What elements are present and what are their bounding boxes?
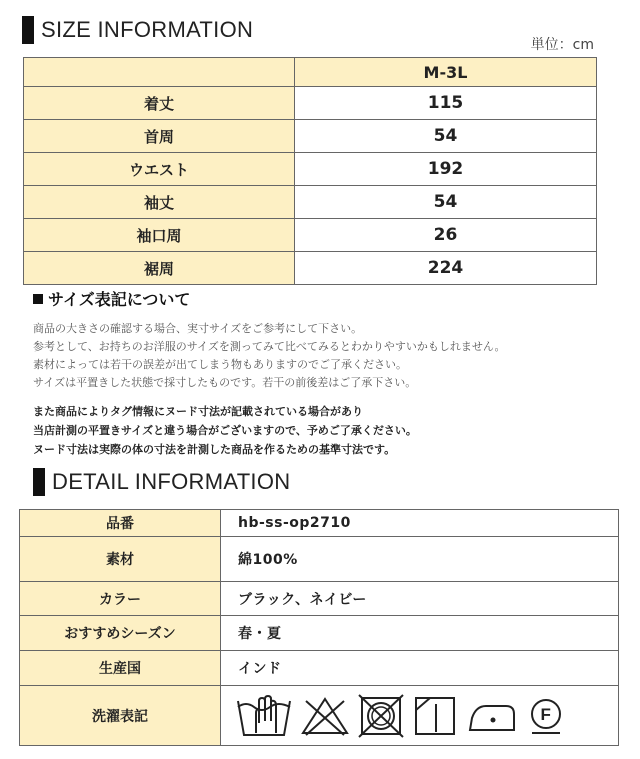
notes-paragraph: サイズは平置きした状態で採寸したものです。若干の前後差はご了承下さい。	[33, 376, 417, 389]
size-row-value: 224	[295, 252, 597, 285]
square-bullet-icon	[33, 294, 43, 304]
care-icons-row	[236, 693, 617, 739]
detail-row-label: 品番	[20, 510, 221, 537]
unit-note: 単位：cm	[530, 37, 594, 53]
table-row	[20, 616, 619, 651]
notes-bold-line: また商品によりタグ情報にヌード寸法が記載されている場合があり	[33, 405, 363, 418]
notes-paragraph: 素材によっては若干の誤差が出てしまう物もありますのでご了承ください。	[33, 358, 407, 371]
notes-heading-text: サイズ表記について	[48, 290, 191, 309]
table-row	[24, 153, 597, 186]
size-notes	[33, 287, 623, 459]
size-row-value: 54	[295, 120, 597, 153]
do-not-bleach-icon	[300, 695, 350, 737]
size-row-label: 袖口周	[24, 219, 295, 252]
detail-row-value: インド	[221, 651, 619, 686]
detail-row-value: hb-ss-op2710	[221, 510, 619, 537]
size-row-label: 着丈	[24, 87, 295, 120]
size-title-text: SIZE INFORMATION	[41, 17, 254, 42]
detail-title-text: DETAIL INFORMATION	[52, 469, 291, 494]
title-bar-marker	[33, 468, 45, 496]
notes-heading	[33, 287, 623, 310]
detail-row-label: 素材	[20, 537, 221, 582]
table-row	[20, 582, 619, 616]
table-row	[20, 510, 619, 537]
dry-clean-letter: F	[540, 704, 552, 724]
table-row	[24, 219, 597, 252]
line-dry-in-shade-icon	[412, 694, 458, 738]
size-section-title	[22, 16, 253, 44]
iron-low-icon	[466, 698, 518, 734]
size-row-label: 首周	[24, 120, 295, 153]
dry-clean-f-icon	[526, 696, 566, 736]
table-row	[20, 651, 619, 686]
size-row-value: 115	[295, 87, 597, 120]
table-row	[24, 186, 597, 219]
notes-bold-line: ヌード寸法は実際の体の寸法を計測した商品を作るための基準寸法です。	[33, 443, 396, 456]
hand-wash-icon	[236, 693, 292, 739]
size-row-label: ウエスト	[24, 153, 295, 186]
do-not-tumble-dry-icon	[358, 694, 404, 738]
size-row-label: 袖丈	[24, 186, 295, 219]
detail-row-label: 洗濯表記	[20, 686, 221, 746]
size-row-label: 裾周	[24, 252, 295, 285]
table-row	[20, 686, 619, 746]
detail-row-value: ブラック、ネイビー	[221, 582, 619, 616]
table-row	[24, 87, 597, 120]
detail-row-value: 春・夏	[221, 616, 619, 651]
size-row-value: 26	[295, 219, 597, 252]
detail-section-title	[33, 468, 290, 496]
notes-paragraph: 商品の大きさの確認する場合、実寸サイズをご参考にして下さい。	[33, 322, 363, 335]
detail-row-label: カラー	[20, 582, 221, 616]
notes-paragraph: 参考として、お持ちのお洋服のサイズを測ってみて比べてみるとわかりやすいかもしれません。	[33, 340, 506, 353]
table-row	[20, 537, 619, 582]
table-row	[24, 252, 597, 285]
detail-table	[19, 509, 619, 746]
size-table-header-row	[24, 58, 597, 87]
detail-row-value: 綿100%	[221, 537, 619, 582]
notes-bold-line: 当店計測の平置きサイズと違う場合がございますので、予めご了承ください。	[33, 424, 417, 437]
size-row-value: 54	[295, 186, 597, 219]
size-row-value: 192	[295, 153, 597, 186]
size-table	[23, 57, 597, 285]
table-row	[24, 120, 597, 153]
size-header-size: M-3L	[295, 58, 597, 87]
size-header-label	[24, 58, 295, 87]
detail-row-label: おすすめシーズン	[20, 616, 221, 651]
detail-row-label: 生産国	[20, 651, 221, 686]
title-bar-marker	[22, 16, 34, 44]
care-icons-cell	[221, 686, 619, 746]
